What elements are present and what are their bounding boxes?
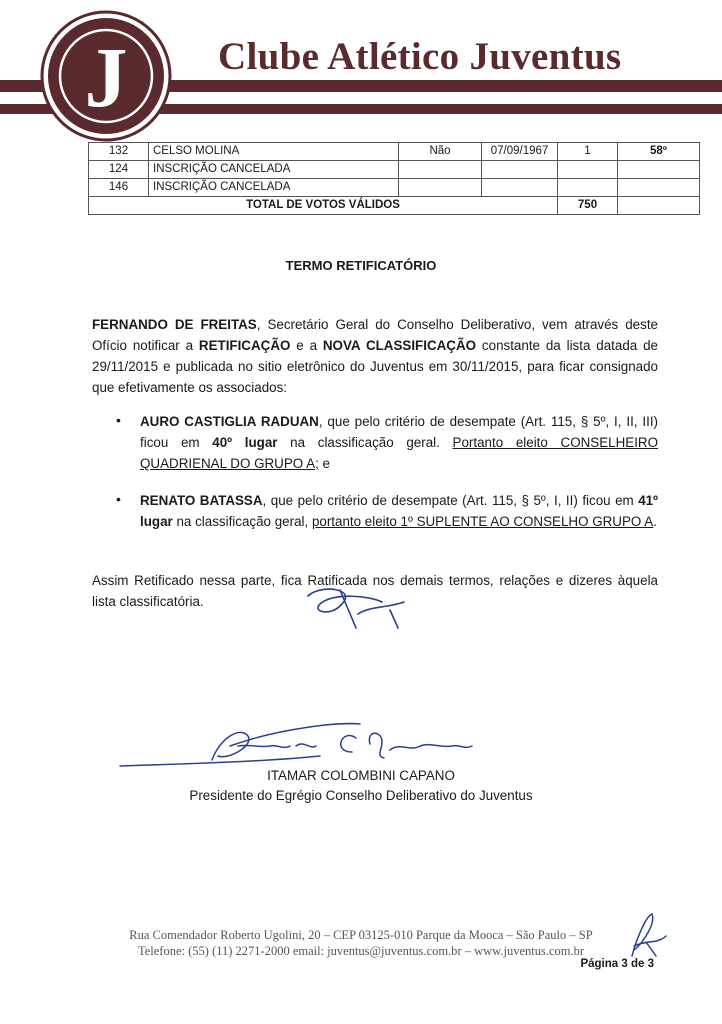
cell-votes — [558, 161, 618, 179]
logo-letter: J — [84, 29, 128, 125]
cell-name: INSCRIÇÃO CANCELADA — [149, 161, 399, 179]
cell-date: 07/09/1967 — [482, 143, 558, 161]
intro-text-2: e a — [290, 338, 323, 353]
cell-name: INSCRIÇÃO CANCELADA — [149, 179, 399, 197]
bullet-text-2: na classificação geral, — [172, 514, 312, 529]
cell-votes: 1 — [558, 143, 618, 161]
bullet-dot: • — [116, 412, 121, 428]
total-label: TOTAL DE VOTOS VÁLIDOS — [89, 197, 558, 215]
page-total: 3 — [647, 958, 654, 970]
bullet-text-1: , que pelo critério de desempate (Art. 115, § 5º, I, II) ficou em — [262, 493, 639, 508]
cell-number: 124 — [89, 161, 149, 179]
cell-rank: 58º — [618, 143, 700, 161]
club-name: Clube Atlético Juventus — [218, 35, 622, 78]
footer-address: Rua Comendador Roberto Ugolini, 20 – CEP 03125-010 Parque da Mooca – São Paulo – SP — [129, 928, 593, 942]
page-label-prefix: Página — [580, 958, 622, 970]
cell-empty — [618, 197, 700, 215]
member-name: RENATO BATASSA — [140, 493, 263, 508]
initials-signature — [300, 582, 420, 642]
votes-table — [88, 142, 700, 215]
total-value: 750 — [558, 197, 618, 215]
placement: 41º lugar — [140, 493, 658, 529]
placement: 40º lugar — [212, 435, 278, 450]
club-logo — [40, 10, 172, 142]
cell-name: CELSO MOLINA — [149, 143, 399, 161]
election-result: portanto eleito 1º SUPLENTE AO CONSELHO GRUPO A — [311, 514, 654, 529]
signer-name: ITAMAR COLOMBINI CAPANO — [267, 768, 455, 783]
election-result: Portanto eleito CONSELHEIRO QUADRIENAL DO GRUPO A; — [140, 435, 659, 471]
bullet-text-3: e — [318, 456, 330, 471]
footer-contact: Telefone: (55) (11) 2271-2000 email: juventus@juventus.com.br – www.juventus.com.br — [137, 944, 585, 958]
cell-rank — [618, 179, 700, 197]
page-current: 3 — [621, 958, 628, 970]
bullet-text-1: , que pelo critério de desempate (Art. 115, § 5º, I, II, III) ficou em — [140, 414, 658, 450]
cell-rank — [618, 161, 700, 179]
intro-text-3: constante da lista datada de 29/11/2015 e publicada no sitio eletrônico do Juventus em 30/11/2015, para ficar consignado que efetivamente os associados: — [92, 338, 658, 395]
cell-number: 146 — [89, 179, 149, 197]
signer-role: Presidente do Egrégio Conselho Deliberativo do Juventus — [189, 788, 533, 803]
bullet-text-2: na classificação geral. — [277, 435, 453, 450]
cell-col3: Não — [399, 143, 482, 161]
cell-col3 — [399, 179, 482, 197]
table-total-row — [89, 197, 700, 215]
cell-number: 132 — [89, 143, 149, 161]
cell-date — [482, 161, 558, 179]
table-row — [89, 161, 700, 179]
cell-col3 — [399, 161, 482, 179]
cell-date — [482, 179, 558, 197]
president-signature — [120, 716, 500, 776]
closing-paragraph: Assim Retificado nessa parte, fica Ratificada nos demais termos, relações e dizeres àquela lista classificatória. — [92, 573, 658, 609]
footer-initials — [612, 910, 672, 960]
table-row — [89, 143, 700, 161]
retificacao-word: RETIFICAÇÃO — [198, 338, 291, 353]
bullet-dot: • — [116, 491, 121, 507]
document-title: TERMO RETIFICATÓRIO — [285, 258, 437, 273]
bullet-text-3: . — [653, 514, 657, 529]
table-row — [89, 179, 700, 197]
page-number — [580, 958, 654, 970]
intro-text-1: , Secretário Geral do Conselho Deliberativo, vem através deste Ofício notificar a — [92, 317, 658, 353]
cell-votes — [558, 179, 618, 197]
nova-classificacao-word: NOVA CLASSIFICAÇÃO — [322, 338, 477, 353]
bullet-item-auro — [140, 411, 658, 474]
bullet-item-renato — [140, 490, 658, 532]
intro-paragraph — [92, 314, 658, 398]
page-label-mid: de — [627, 958, 648, 970]
member-name: AURO CASTIGLIA RADUAN — [140, 414, 319, 429]
secretary-name: FERNANDO DE FREITAS — [92, 317, 257, 332]
